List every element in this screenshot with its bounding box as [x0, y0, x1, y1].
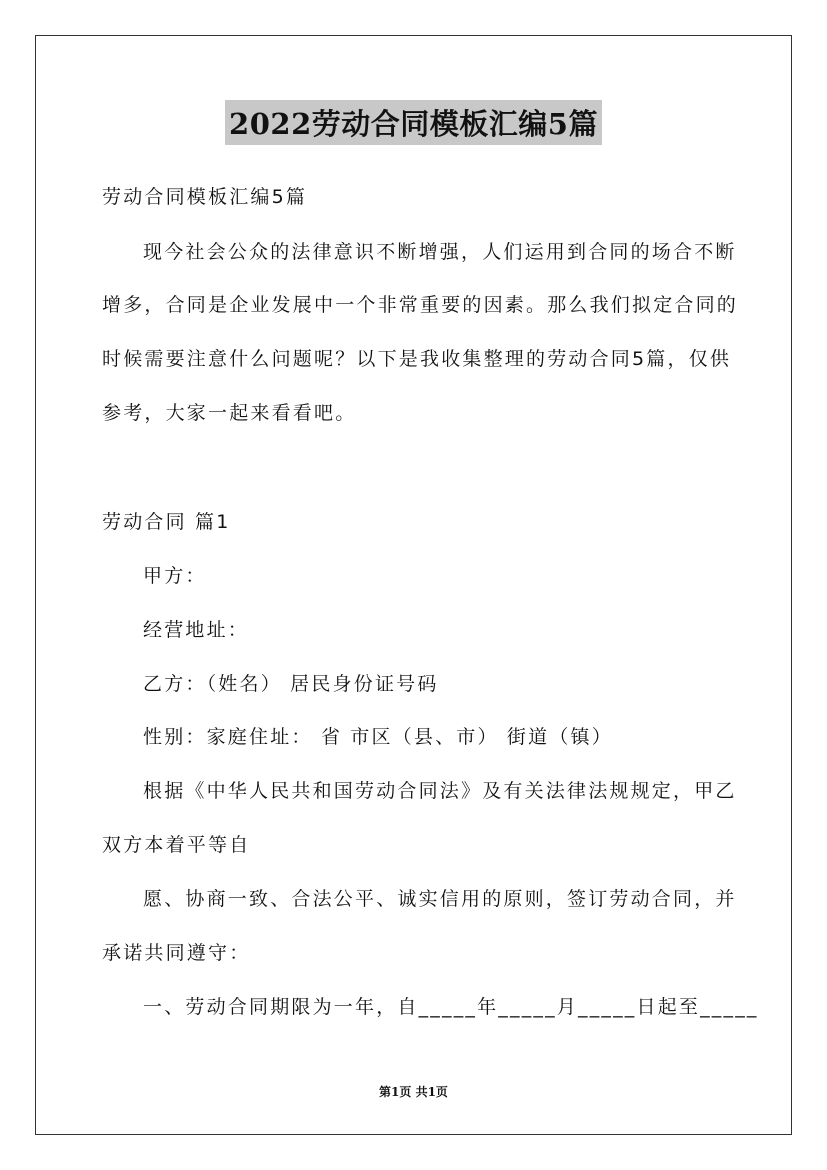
intro-line-1: 现今社会公众的法律意识不断增强，人们运用到合同的场合不断 — [143, 241, 737, 263]
body-line-2: 双方本着平等自 — [102, 834, 251, 856]
address-field: 经营地址： — [143, 619, 250, 641]
title-container — [0, 100, 827, 145]
body-line-4: 承诺共同遵守： — [102, 942, 251, 964]
party-b-field: 乙方：（姓名） 居民身份证号码 — [143, 673, 439, 695]
intro-line-2: 增多，合同是企业发展中一个非常重要的因素。那么我们拟定合同的 — [102, 294, 739, 316]
document-title: 2022劳动合同模板汇编5篇 — [225, 100, 602, 145]
subtitle: 劳动合同模板汇编5篇 — [102, 186, 308, 208]
body-line-1: 根据《中华人民共和国劳动合同法》及有关法律法规规定，甲乙 — [143, 780, 737, 802]
intro-line-3: 时候需要注意什么问题呢？以下是我收集整理的劳动合同5篇，仅供 — [102, 348, 732, 370]
section-heading: 劳动合同 篇1 — [102, 511, 231, 533]
body-line-3: 愿、协商一致、合法公平、诚实信用的原则，签订劳动合同，并 — [143, 888, 737, 910]
page-number: 第1页 共1页 — [379, 1085, 448, 1099]
party-a-field: 甲方： — [143, 565, 207, 587]
intro-line-4: 参考，大家一起来看看吧。 — [102, 402, 357, 424]
gender-home-field: 性别：家庭住址： 省 市区（县、市） 街道（镇） — [143, 726, 613, 748]
page-footer — [0, 1083, 827, 1100]
body-line-5: 一、劳动合同期限为一年，自_____年_____月_____日起至_____ — [143, 996, 759, 1018]
